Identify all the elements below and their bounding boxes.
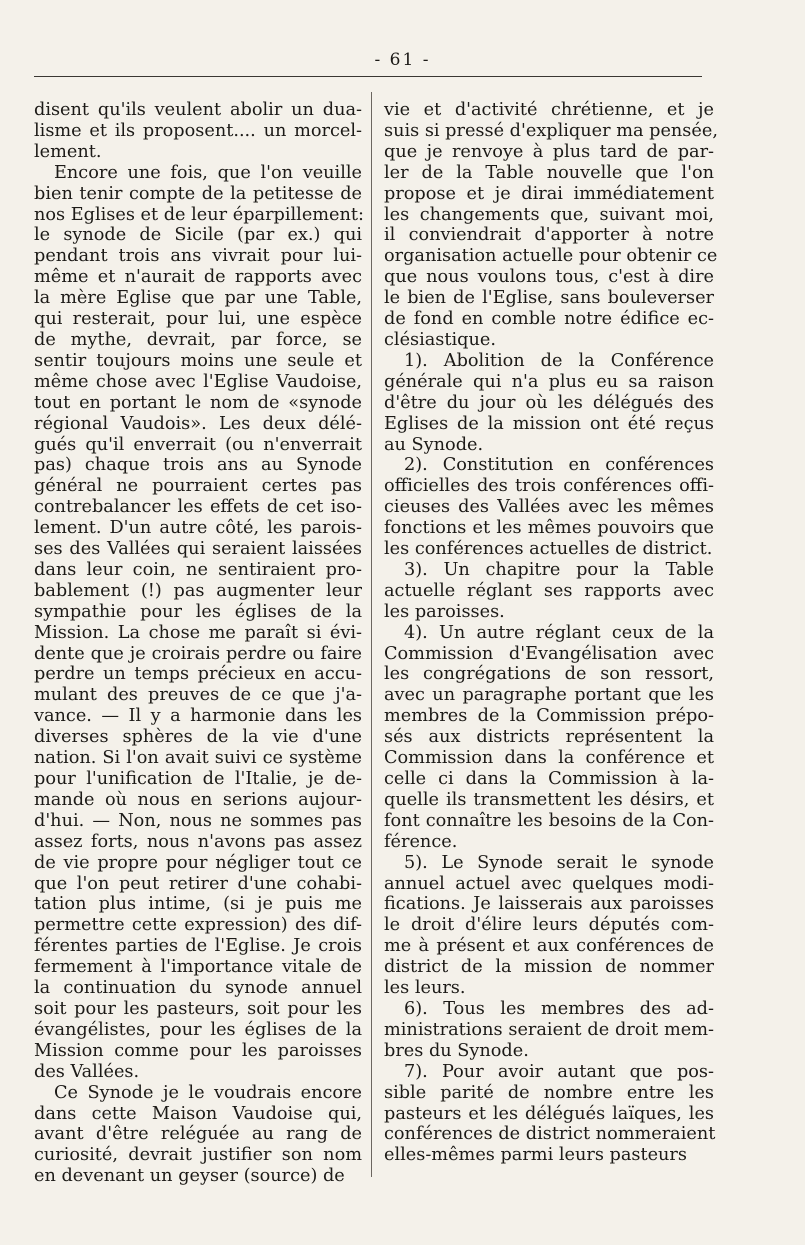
text-line: membres de la Commission prépo- <box>384 706 714 727</box>
text-line: 7). Pour avoir autant que pos- <box>404 1061 714 1082</box>
text-line: quelle ils transmettent les désirs, et <box>384 789 714 810</box>
text-line: le synode de Sicile (par ex.) qui <box>34 225 362 246</box>
text-line: 6). Tous les membres des ad- <box>404 998 714 1019</box>
text-line: mulant des preuves de ce que j'a- <box>34 685 362 706</box>
text-line: d'être du jour où les délégués des <box>384 392 714 413</box>
paragraph <box>384 560 714 623</box>
header-rule <box>34 76 702 77</box>
text-line: 5). Le Synode serait le synode <box>404 852 714 873</box>
text-line: nation. Si l'on avait suivi ce système <box>34 748 362 769</box>
text-line: les changements que, suivant moi, <box>384 204 714 225</box>
text-line: que l'on peut retirer d'une cohabi- <box>34 873 362 894</box>
text-line: ministrations seraient de droit mem- <box>384 1019 714 1040</box>
text-line: avant d'être reléguée au rang de <box>34 1124 362 1145</box>
text-line: régional Vaudois». Les deux délé- <box>34 413 362 434</box>
text-line: bien tenir compte de la petitesse de <box>34 183 362 204</box>
text-line: 2). Constitution en conférences <box>404 455 714 476</box>
paragraph <box>384 853 714 999</box>
text-line: qui resterait, pour lui, une espèce <box>34 309 362 330</box>
text-line: sés aux districts représentent la <box>384 727 714 748</box>
text-line: évangélistes, pour les églises de la <box>34 1019 362 1040</box>
text-line: de fond en comble notre édifice ec- <box>384 309 714 330</box>
text-line: cieuses des Vallées avec les mêmes <box>384 497 714 518</box>
text-line: les congrégations de son ressort, <box>384 664 714 685</box>
paragraph <box>384 455 714 560</box>
text-line: nos Eglises et de leur éparpillement: <box>34 204 364 225</box>
text-line: vance. — Il y a harmonie dans les <box>34 706 362 727</box>
text-line: soit pour les pasteurs, soit pour les <box>34 998 362 1019</box>
text-line: en devenant un geyser (source) de <box>34 1166 345 1187</box>
text-line: tation plus intime, (si je puis me <box>34 894 362 915</box>
text-line: la mère Eglise que par une Table, <box>34 288 362 309</box>
text-line: gués qu'il enverrait (ou n'enverrait <box>34 434 362 455</box>
text-line: permettre cette expression) des dif- <box>34 915 362 936</box>
text-line: Mission. La chose me paraît si évi- <box>34 622 362 643</box>
text-line: officielles des trois conférences offi- <box>384 476 714 497</box>
text-line: vie et d'activité chrétienne, et je <box>384 100 714 120</box>
text-line: Encore une fois, que l'on veuille <box>54 162 362 183</box>
text-line: assez forts, nous n'avons pas assez <box>34 831 362 852</box>
paragraph <box>34 1083 362 1188</box>
text-line: fonctions et les mêmes pouvoirs que <box>384 518 714 539</box>
text-line: tout en portant le nom de «synode <box>34 392 362 413</box>
left-column <box>34 100 362 1187</box>
paragraph <box>384 1062 714 1167</box>
text-line: sible parité de nombre entre les <box>384 1082 714 1103</box>
text-line: même chose avec l'Eglise Vaudoise, <box>34 371 362 392</box>
text-line: férence. <box>384 831 458 852</box>
text-line: celle ci dans la Commission à la- <box>384 769 714 789</box>
text-line: district de la mission de nommer <box>384 957 714 978</box>
page-number: - 61 - <box>374 50 431 70</box>
text-line: férentes parties de l'Eglise. Je crois <box>34 936 362 957</box>
paragraph <box>384 999 714 1062</box>
text-line: d'hui. — Non, nous ne sommes pas <box>34 810 362 831</box>
text-line: annuel actuel avec quelques modi- <box>384 873 714 894</box>
text-line: disent qu'ils veulent abolir un dua- <box>34 100 362 120</box>
text-line: curiosité, devrait justifier son nom <box>34 1145 362 1166</box>
text-line: Ce Synode je le voudrais encore <box>54 1082 362 1103</box>
text-line: que nous voulons tous, c'est à dire <box>384 267 714 288</box>
text-line: même et n'aurait de rapports avec <box>34 267 362 288</box>
text-line: des Vallées. <box>34 1061 140 1082</box>
text-line: 3). Un chapitre pour la Table <box>404 559 714 580</box>
text-line: ler de la Table nouvelle que l'on <box>384 162 714 183</box>
text-line: sympathie pour les églises de la <box>34 601 362 622</box>
text-line: bablement (!) pas augmenter leur <box>34 580 362 601</box>
text-line: 4). Un autre réglant ceux de la <box>404 622 714 643</box>
text-line: avec un paragraphe portant que les <box>384 685 714 706</box>
text-line: que je renvoye à plus tard de par- <box>384 141 714 162</box>
paragraph <box>34 163 362 1083</box>
text-line: général ne pourraient certes pas <box>34 476 362 497</box>
text-line: clésiastique. <box>384 329 496 350</box>
text-line: Commission d'Evangélisation avec <box>384 643 714 664</box>
text-line: les paroisses. <box>384 601 505 622</box>
text-line: bres du Synode. <box>384 1040 529 1061</box>
text-line: contrebalancer les effets de cet iso- <box>34 497 362 518</box>
text-line: suis si pressé d'expliquer ma pensée, <box>384 120 718 141</box>
text-line: me à présent et aux conférences de <box>384 936 714 957</box>
text-line: elles-mêmes parmi leurs pasteurs <box>384 1145 687 1166</box>
column-divider <box>371 92 372 1177</box>
paragraph <box>384 100 718 351</box>
text-line: propose et je dirai immédiatement <box>384 183 714 204</box>
text-line: Commission dans la conférence et <box>384 748 714 769</box>
text-line: 1). Abolition de la Conférence <box>404 350 714 371</box>
text-line: pas) chaque trois ans au Synode <box>34 455 362 476</box>
text-line: pour l'unification de l'Italie, je de- <box>34 769 362 789</box>
text-line: sentir toujours moins une seule et <box>34 350 362 371</box>
right-column <box>384 100 718 1166</box>
text-line: de mythe, devrait, par force, se <box>34 329 362 350</box>
text-line: pendant trois ans vivrait pour lui- <box>34 246 362 267</box>
text-line: dans leur coin, ne sentiraient pro- <box>34 559 362 580</box>
text-line: lement. <box>34 141 102 162</box>
text-line: diverses sphères de la vie d'une <box>34 727 362 748</box>
paragraph <box>384 351 714 456</box>
text-line: perdre un temps précieux en accu- <box>34 664 362 685</box>
text-line: dente que je croirais perdre ou faire <box>34 643 362 664</box>
text-line: pasteurs et les délégués laïques, les <box>384 1103 714 1124</box>
text-line: le droit d'élire leurs députés com- <box>384 915 714 936</box>
paragraph <box>384 623 714 853</box>
text-line: lisme et ils proposent.... un morcel- <box>34 120 362 141</box>
text-line: la continuation du synode annuel <box>34 978 362 999</box>
text-line: fermement à l'importance vitale de <box>34 957 362 978</box>
text-line: il conviendrait d'apporter à notre <box>384 225 714 246</box>
text-line: mande où nous en serions aujour- <box>34 789 362 810</box>
text-line: conférences de district nommeraient <box>384 1124 716 1145</box>
text-line: Eglises de la mission ont été reçus <box>384 413 714 434</box>
text-line: les conférences actuelles de district. <box>384 539 713 560</box>
text-line: font connaître les besoins de la Con- <box>384 810 714 831</box>
text-line: lement. D'un autre côté, les parois- <box>34 518 362 539</box>
text-line: organisation actuelle pour obtenir ce <box>384 246 718 267</box>
text-line: fications. Je laisserais aux paroisses <box>384 894 714 915</box>
text-line: les leurs. <box>384 978 466 999</box>
text-line: Mission comme pour les paroisses <box>34 1040 362 1061</box>
text-line: générale qui n'a plus eu sa raison <box>384 371 714 392</box>
text-line: de vie propre pour négliger tout ce <box>34 852 362 873</box>
text-line: dans cette Maison Vaudoise qui, <box>34 1103 362 1124</box>
paragraph <box>34 100 362 163</box>
text-line: actuelle réglant ses rapports avec <box>384 580 714 601</box>
text-line: ses des Vallées qui seraient laissées <box>34 539 362 560</box>
text-line: au Synode. <box>384 434 484 455</box>
text-line: le bien de l'Eglise, sans bouleverser <box>384 288 714 309</box>
